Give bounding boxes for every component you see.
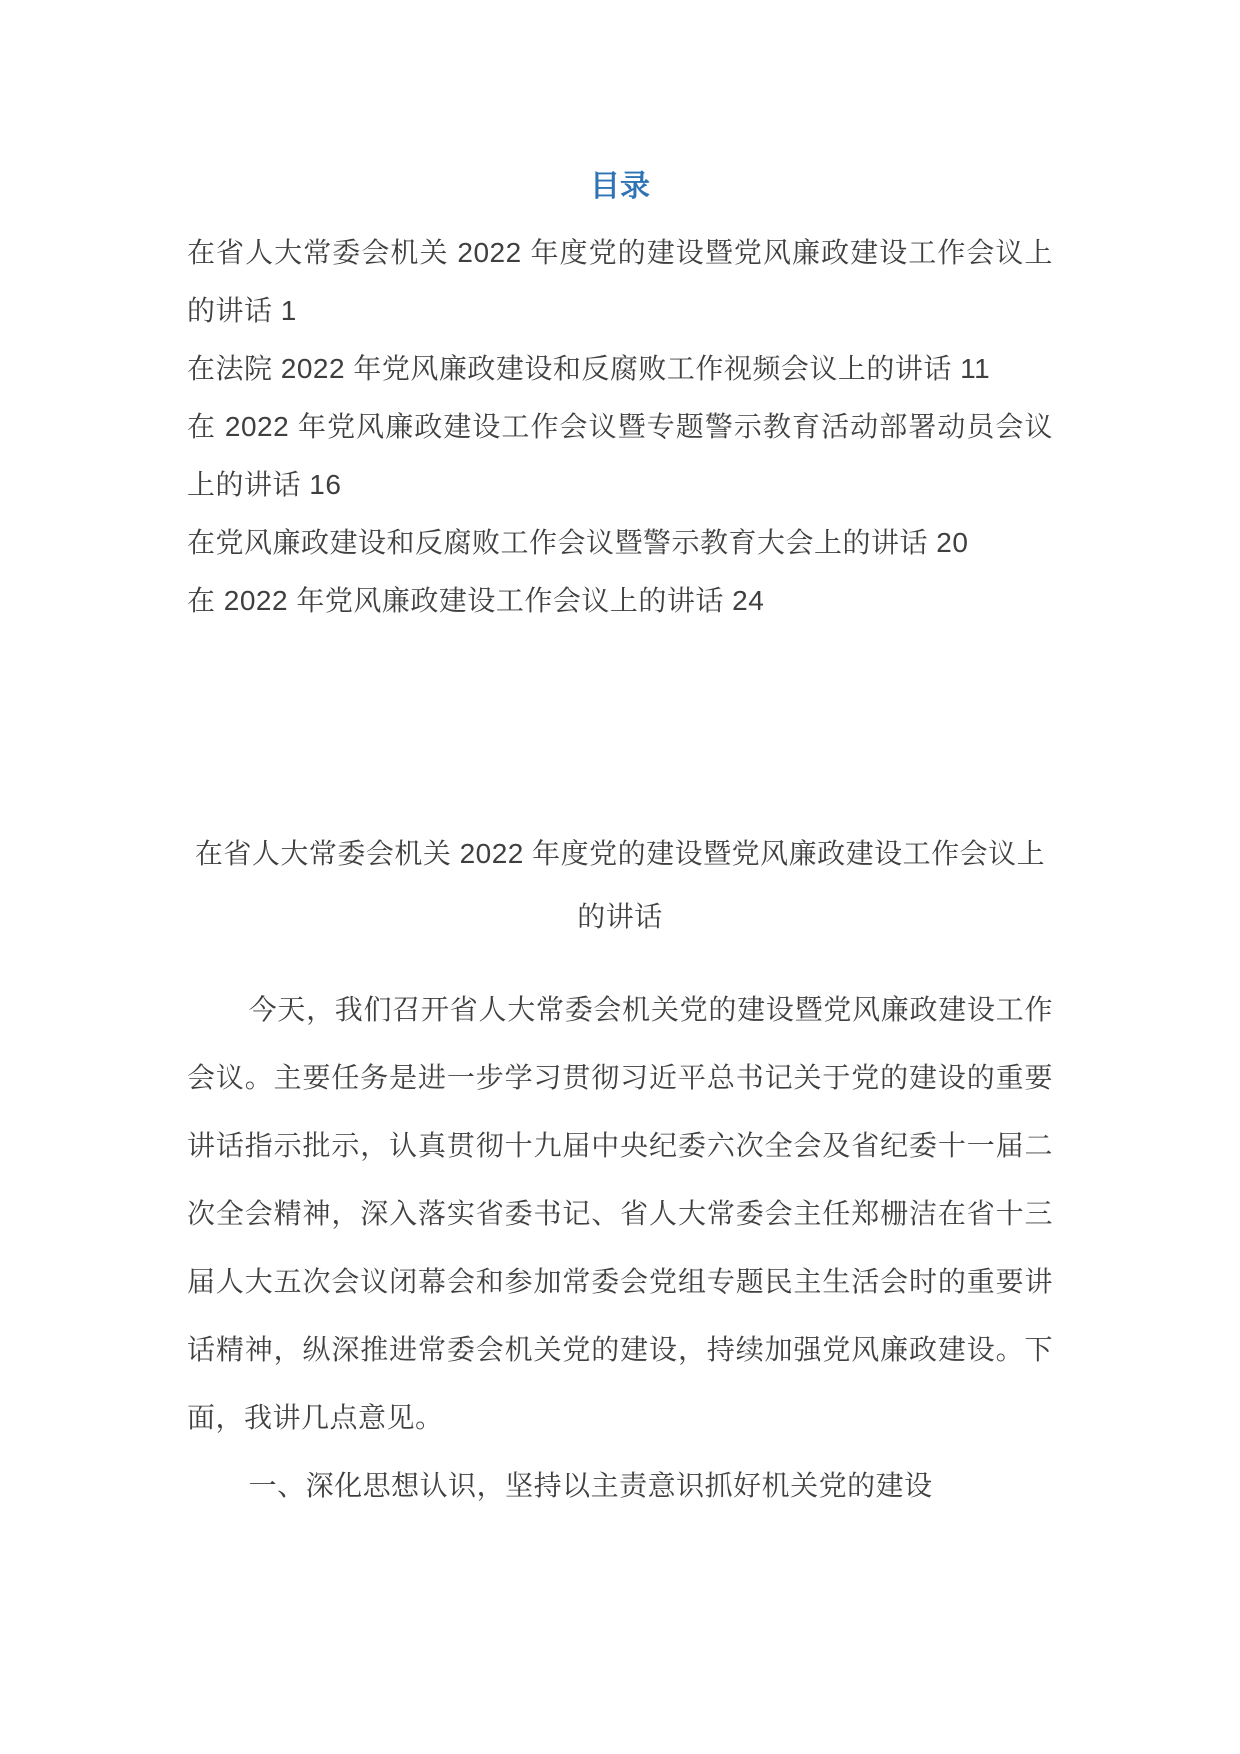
body-paragraph: 一、深化思想认识，坚持以主责意识抓好机关党的建设	[248, 1470, 933, 1501]
toc-entry-page-number: 16	[309, 469, 342, 500]
toc-entry-page-number: 1	[280, 295, 297, 326]
toc-entry-page-number: 11	[960, 353, 991, 384]
body-paragraph: 今天，我们召开省人大常委会机关党的建设暨党风廉政建设工作会议。主要任务是进一步学习贯彻习近平总书记关于党的建设的重要讲话指示批示，认真贯彻十九届中央纪委六次全会及省纪委十一届二次全会精神，深入落实省委书记、省人大常委会主任郑栅洁在省十三届人大五次会议闭幕会和参加常委会党组专题民主生活会时的重要讲话精神，纵深推进常委会机关党的建设，持续加强党风廉政建设。下面，我讲几点意见。	[187, 994, 1053, 1433]
toc-entry-page-number: 24	[732, 585, 765, 616]
toc-entry-list	[187, 224, 1053, 630]
toc-entry[interactable]	[187, 572, 1053, 630]
toc-entry-title: 在省人大常委会机关 2022 年度党的建设暨党风廉政建设工作会议上的讲话	[187, 237, 1053, 326]
toc-entry[interactable]	[187, 398, 1053, 514]
toc-title: 目录	[590, 170, 650, 203]
article-body	[187, 976, 1053, 1520]
article-title: 在省人大常委会机关 2022 年度党的建设暨党风廉政建设工作会议上的讲话	[194, 838, 1046, 932]
toc-entry-title: 在法院 2022 年党风廉政建设和反腐败工作视频会议上的讲话	[187, 353, 952, 384]
toc-entry[interactable]	[187, 514, 1053, 572]
toc-entry-title: 在党风廉政建设和反腐败工作会议暨警示教育大会上的讲话	[187, 527, 929, 558]
toc-entry[interactable]	[187, 224, 1053, 340]
toc-entry-title: 在 2022 年党风廉政建设工作会议暨专题警示教育活动部署动员会议上的讲话	[187, 411, 1053, 500]
toc-section	[187, 166, 1053, 630]
toc-entry[interactable]	[187, 340, 1053, 398]
toc-entry-title: 在 2022 年党风廉政建设工作会议上的讲话	[187, 585, 724, 616]
toc-entry-page-number: 20	[936, 527, 969, 558]
article-section	[187, 822, 1053, 1520]
